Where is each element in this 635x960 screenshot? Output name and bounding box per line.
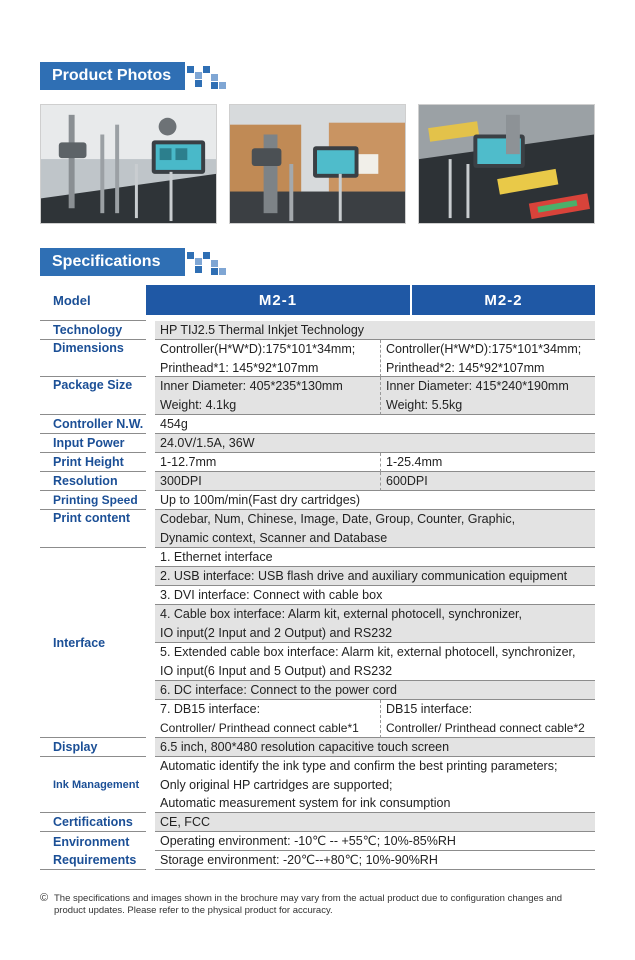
- row-label-environment-line-2: Requirements: [53, 852, 137, 867]
- print-content-line-2: Dynamic context, Scanner and Database: [160, 530, 388, 545]
- row-label-environment: [40, 832, 146, 870]
- specifications-banner: [40, 248, 230, 276]
- interface-item-7-m2-1-detail: Controller/ Printhead connect cable*1: [160, 720, 359, 735]
- ink-management-value: [155, 757, 595, 813]
- print-height-m2-2: 1-25.4mm: [381, 453, 595, 472]
- interface-item-6: 6. DC interface: Connect to the power cord: [155, 681, 595, 700]
- table-row-print-content: [40, 510, 595, 548]
- product-photo-conveyor-printhead: [40, 104, 217, 224]
- row-label-technology: Technology: [40, 321, 146, 340]
- table-row-controller-nw: [40, 415, 595, 434]
- dimensions-m2-1-printhead: Printhead*1: 145*92*107mm: [160, 360, 319, 375]
- table-row-model: [40, 285, 595, 321]
- footnote-text: The specifications and images shown in the brochure may vary from the actual product due to configuration changes and product updates. Please refer to the physical product for accuracy.: [54, 893, 563, 916]
- ink-management-line-2: Only original HP cartridges are supported;: [160, 777, 393, 792]
- row-label-resolution: Resolution: [40, 472, 146, 491]
- ink-management-line-3: Automatic measurement system for ink consumption: [160, 796, 451, 810]
- product-photo-labels: [418, 104, 595, 224]
- table-row-resolution: [40, 472, 595, 491]
- display-value: 6.5 inch, 800*480 resolution capacitive touch screen: [155, 738, 595, 757]
- table-row-package-size: [40, 377, 595, 415]
- dimensions-m2-1-controller: Controller(H*W*D):175*101*34mm;: [160, 342, 356, 356]
- resolution-m2-2: 600DPI: [381, 472, 595, 491]
- package-m2-1-weight: Weight: 4.1kg: [160, 397, 237, 412]
- interface-item-4: [155, 605, 595, 643]
- specifications-title: Specifications: [40, 248, 185, 276]
- row-label-interface: Interface: [40, 548, 146, 738]
- printing-speed-value: Up to 100m/min(Fast dry cartridges): [155, 491, 595, 510]
- row-label-print-height: Print Height: [40, 453, 146, 472]
- table-row-environment: [40, 832, 595, 870]
- product-photos-banner: [40, 62, 230, 90]
- interface-item-1: 1. Ethernet interface: [155, 548, 595, 567]
- table-row-certifications: [40, 813, 595, 832]
- row-label-controller-nw: Controller N.W.: [40, 415, 146, 434]
- table-row-dimensions: [40, 340, 595, 377]
- package-m2-1: [155, 377, 381, 415]
- controller-nw-value: 454g: [155, 415, 595, 434]
- product-photos-title: Product Photos: [40, 62, 185, 90]
- dimensions-m2-1: [155, 340, 381, 377]
- technology-value: HP TIJ2.5 Thermal Inkjet Technology: [155, 321, 595, 340]
- row-label-environment-line-1: Environment: [53, 834, 130, 849]
- row-label-display: Display: [40, 738, 146, 757]
- model-header-m2-1: M2-1: [146, 285, 410, 315]
- model-header-m2-2: M2-2: [412, 285, 595, 315]
- interface-item-5-line-1: 5. Extended cable box interface: Alarm kit, external photocell, synchronizer,: [160, 645, 576, 659]
- row-label-certifications: Certifications: [40, 813, 146, 832]
- dimensions-m2-2: [381, 340, 595, 377]
- dimensions-m2-2-controller: Controller(H*W*D):175*101*34mm;: [386, 342, 582, 356]
- copyright-icon: ©: [40, 892, 49, 904]
- interface-item-5-line-2: IO input(6 Input and 5 Output) and RS232: [160, 663, 393, 678]
- table-row-display: [40, 738, 595, 757]
- certifications-value: CE, FCC: [155, 813, 595, 832]
- banner-pixel-decoration: [185, 62, 230, 90]
- table-row-print-height: [40, 453, 595, 472]
- interface-item-7-m2-2: [381, 700, 595, 738]
- environment-operating: Operating environment: -10℃ -- +55℃; 10%-85%RH: [155, 832, 595, 851]
- interface-item-7-m2-1: [155, 700, 381, 738]
- interface-item-4-line-2: IO input(2 Input and 2 Output) and RS232: [160, 625, 393, 640]
- print-height-m2-1: 1-12.7mm: [155, 453, 381, 472]
- row-label-print-content: Print content: [40, 510, 146, 548]
- interface-item-5: [155, 643, 595, 681]
- table-row-interface: [40, 548, 595, 738]
- row-label-dimensions: Dimensions: [40, 340, 146, 377]
- specifications-table: [40, 285, 595, 870]
- row-label-input-power: Input Power: [40, 434, 146, 453]
- dimensions-m2-2-printhead: Printhead*2: 145*92*107mm: [386, 360, 545, 375]
- table-row-technology: [40, 321, 595, 340]
- banner-pixel-decoration: [185, 248, 230, 276]
- interface-item-4-line-1: 4. Cable box interface: Alarm kit, external photocell, synchronizer,: [160, 607, 522, 621]
- interface-item-3: 3. DVI interface: Connect with cable box: [155, 586, 595, 605]
- print-content-line-1: Codebar, Num, Chinese, Image, Date, Group, Counter, Graphic,: [160, 512, 516, 526]
- interface-item-2: 2. USB interface: USB flash drive and auxiliary communication equipment: [155, 567, 595, 586]
- environment-storage: Storage environment: -20℃--+80℃; 10%-90%RH: [155, 851, 595, 870]
- interface-item-7-m2-2-detail: Controller/ Printhead connect cable*2: [386, 720, 585, 735]
- ink-management-line-1: Automatic identify the ink type and confirm the best printing parameters;: [160, 759, 558, 773]
- package-m2-2: [381, 377, 595, 415]
- input-power-value: 24.0V/1.5A, 36W: [155, 434, 595, 453]
- row-label-model: Model: [53, 292, 91, 308]
- footnote: [40, 893, 595, 917]
- product-photo-cartons: [229, 104, 406, 224]
- package-m2-1-diameter: Inner Diameter: 405*235*130mm: [160, 379, 343, 393]
- package-m2-2-weight: Weight: 5.5kg: [386, 397, 463, 412]
- table-row-printing-speed: [40, 491, 595, 510]
- resolution-m2-1: 300DPI: [155, 472, 381, 491]
- package-m2-2-diameter: Inner Diameter: 415*240*190mm: [386, 379, 569, 393]
- row-label-printing-speed: Printing Speed: [40, 491, 146, 510]
- table-row-input-power: [40, 434, 595, 453]
- interface-item-7-m2-1-title: 7. DB15 interface:: [160, 702, 261, 716]
- table-row-ink-management: [40, 757, 595, 813]
- print-content-value: [155, 510, 595, 548]
- row-label-package-size: Package Size: [40, 377, 146, 415]
- row-label-ink-management: Ink Management: [40, 757, 146, 813]
- interface-item-7-m2-2-title: DB15 interface:: [386, 702, 473, 716]
